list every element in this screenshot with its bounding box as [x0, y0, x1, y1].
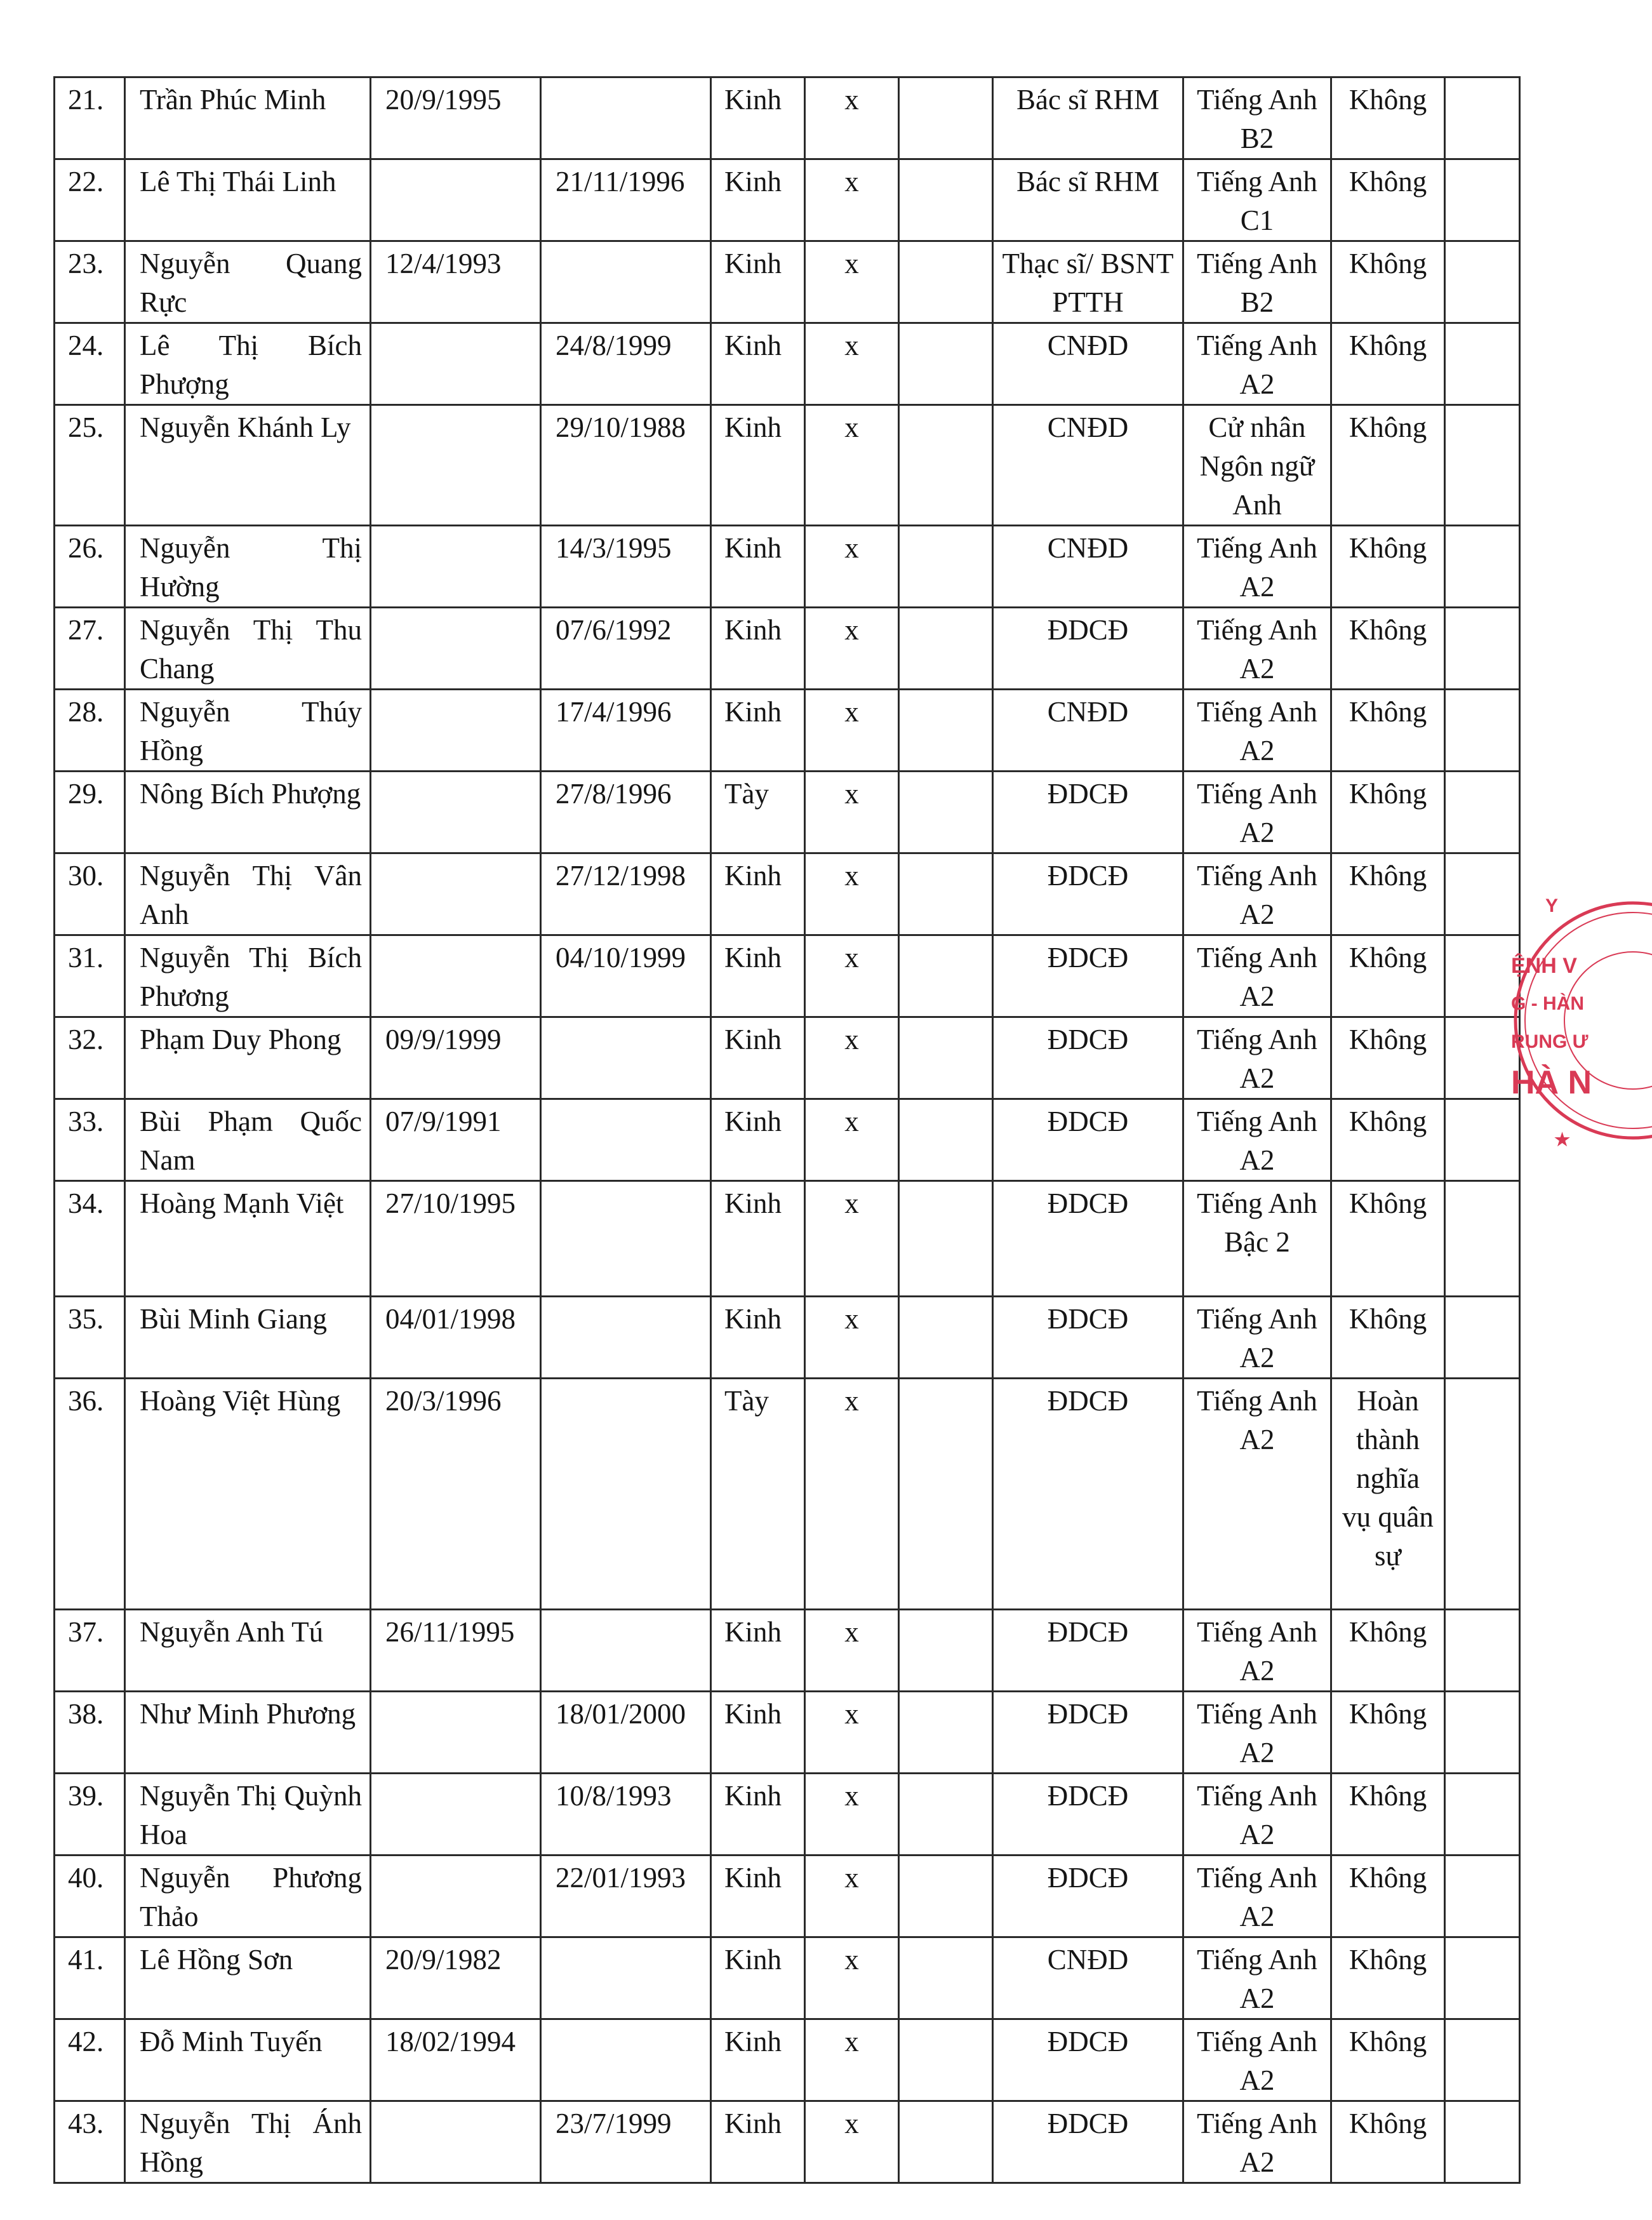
qualification: CNĐD — [993, 1937, 1183, 2019]
priority: Không — [1331, 405, 1445, 526]
dob-male: 20/3/1996 — [371, 1379, 541, 1610]
empty-cell — [899, 159, 993, 241]
row-number: 43. — [55, 2101, 125, 2183]
row-number: 42. — [55, 2019, 125, 2101]
full-name: Lê Thị Thái Linh — [125, 159, 371, 241]
table-row — [55, 772, 1520, 853]
stamp-text-2: ỆNH V — [1511, 954, 1577, 978]
row-number: 22. — [55, 159, 125, 241]
dob-male — [371, 608, 541, 690]
row-number: 33. — [55, 1099, 125, 1181]
notes-cell — [1445, 405, 1520, 526]
ethnicity: Kinh — [711, 1610, 805, 1692]
table-row — [55, 1774, 1520, 1856]
priority: Không — [1331, 690, 1445, 772]
full-name: Nguyễn Khánh Ly — [125, 405, 371, 526]
full-name: Nguyễn Quang Rực — [125, 241, 371, 323]
empty-cell — [899, 853, 993, 935]
language-cert: Tiếng Anh A2 — [1183, 1610, 1331, 1692]
priority: Hoàn thành nghĩa vụ quân sự — [1331, 1379, 1445, 1610]
language-cert: Tiếng Anh A2 — [1183, 1017, 1331, 1099]
dob-female — [541, 1017, 711, 1099]
qualification: ĐDCĐ — [993, 772, 1183, 853]
full-name: Nguyễn Thúy Hồng — [125, 690, 371, 772]
empty-cell — [899, 1017, 993, 1099]
priority: Không — [1331, 772, 1445, 853]
notes-cell — [1445, 526, 1520, 608]
row-number: 21. — [55, 77, 125, 159]
row-number: 30. — [55, 853, 125, 935]
ethnicity: Kinh — [711, 1181, 805, 1297]
dob-male — [371, 323, 541, 405]
full-name: Trần Phúc Minh — [125, 77, 371, 159]
ethnicity: Kinh — [711, 1937, 805, 2019]
priority: Không — [1331, 1856, 1445, 1937]
dob-female — [541, 1297, 711, 1379]
notes-cell — [1445, 690, 1520, 772]
dob-female — [541, 1379, 711, 1610]
notes-cell — [1445, 608, 1520, 690]
language-cert: Tiếng Anh A2 — [1183, 1379, 1331, 1610]
full-name: Nguyễn Thị Ánh Hồng — [125, 2101, 371, 2183]
mark-x: x — [805, 1774, 899, 1856]
full-name: Nguyễn Anh Tú — [125, 1610, 371, 1692]
language-cert: Tiếng Anh A2 — [1183, 1297, 1331, 1379]
dob-female — [541, 77, 711, 159]
row-number: 28. — [55, 690, 125, 772]
ethnicity: Kinh — [711, 159, 805, 241]
dob-female: 27/12/1998 — [541, 853, 711, 935]
ethnicity: Kinh — [711, 1856, 805, 1937]
mark-x: x — [805, 1297, 899, 1379]
full-name: Nguyễn Thị Hường — [125, 526, 371, 608]
language-cert: Tiếng Anh A2 — [1183, 323, 1331, 405]
ethnicity: Kinh — [711, 935, 805, 1017]
qualification: CNĐD — [993, 323, 1183, 405]
qualification: ĐDCĐ — [993, 1017, 1183, 1099]
ethnicity: Kinh — [711, 2019, 805, 2101]
notes-cell — [1445, 1181, 1520, 1297]
priority: Không — [1331, 935, 1445, 1017]
mark-x: x — [805, 2101, 899, 2183]
dob-female: 22/01/1993 — [541, 1856, 711, 1937]
mark-x: x — [805, 323, 899, 405]
empty-cell — [899, 1099, 993, 1181]
full-name: Như Minh Phương — [125, 1692, 371, 1774]
ethnicity: Tày — [711, 772, 805, 853]
ethnicity: Kinh — [711, 77, 805, 159]
row-number: 35. — [55, 1297, 125, 1379]
qualification: Thạc sĩ/ BSNT PTTH — [993, 241, 1183, 323]
dob-male — [371, 935, 541, 1017]
priority: Không — [1331, 2019, 1445, 2101]
ethnicity: Kinh — [711, 241, 805, 323]
language-cert: Tiếng Anh B2 — [1183, 241, 1331, 323]
ethnicity: Kinh — [711, 1297, 805, 1379]
row-number: 24. — [55, 323, 125, 405]
empty-cell — [899, 1692, 993, 1774]
language-cert: Tiếng Anh A2 — [1183, 772, 1331, 853]
notes-cell — [1445, 1774, 1520, 1856]
dob-female: 24/8/1999 — [541, 323, 711, 405]
empty-cell — [899, 2019, 993, 2101]
table-row — [55, 690, 1520, 772]
ethnicity: Kinh — [711, 1017, 805, 1099]
dob-male: 26/11/1995 — [371, 1610, 541, 1692]
language-cert: Tiếng Anh Bậc 2 — [1183, 1181, 1331, 1297]
row-number: 27. — [55, 608, 125, 690]
mark-x: x — [805, 1099, 899, 1181]
notes-cell — [1445, 772, 1520, 853]
qualification: ĐDCĐ — [993, 935, 1183, 1017]
qualification: Bác sĩ RHM — [993, 159, 1183, 241]
ethnicity: Kinh — [711, 1692, 805, 1774]
qualification: ĐDCĐ — [993, 1099, 1183, 1181]
dob-male — [371, 405, 541, 526]
ethnicity: Kinh — [711, 690, 805, 772]
mark-x: x — [805, 1610, 899, 1692]
empty-cell — [899, 2101, 993, 2183]
ethnicity: Kinh — [711, 323, 805, 405]
full-name: Nguyễn Thị Thu Chang — [125, 608, 371, 690]
priority: Không — [1331, 1692, 1445, 1774]
mark-x: x — [805, 1692, 899, 1774]
priority: Không — [1331, 1099, 1445, 1181]
mark-x: x — [805, 608, 899, 690]
table-row — [55, 77, 1520, 159]
stamp-text-4: RUNG Ư — [1511, 1031, 1589, 1052]
priority: Không — [1331, 1937, 1445, 2019]
priority: Không — [1331, 1017, 1445, 1099]
dob-female — [541, 1937, 711, 2019]
mark-x: x — [805, 405, 899, 526]
mark-x: x — [805, 1181, 899, 1297]
row-number: 41. — [55, 1937, 125, 2019]
language-cert: Tiếng Anh A2 — [1183, 853, 1331, 935]
qualification: ĐDCĐ — [993, 1181, 1183, 1297]
row-number: 36. — [55, 1379, 125, 1610]
dob-female: 04/10/1999 — [541, 935, 711, 1017]
dob-female: 10/8/1993 — [541, 1774, 711, 1856]
ethnicity: Kinh — [711, 526, 805, 608]
ethnicity: Kinh — [711, 1099, 805, 1181]
priority: Không — [1331, 159, 1445, 241]
full-name: Nguyễn Phương Thảo — [125, 1856, 371, 1937]
dob-female: 27/8/1996 — [541, 772, 711, 853]
table-row — [55, 1017, 1520, 1099]
notes-cell — [1445, 2101, 1520, 2183]
table-row — [55, 323, 1520, 405]
ethnicity: Kinh — [711, 2101, 805, 2183]
notes-cell — [1445, 323, 1520, 405]
language-cert: Tiếng Anh A2 — [1183, 526, 1331, 608]
row-number: 25. — [55, 405, 125, 526]
row-number: 34. — [55, 1181, 125, 1297]
priority: Không — [1331, 1774, 1445, 1856]
qualification: CNĐD — [993, 690, 1183, 772]
notes-cell — [1445, 1692, 1520, 1774]
mark-x: x — [805, 853, 899, 935]
empty-cell — [899, 1181, 993, 1297]
row-number: 31. — [55, 935, 125, 1017]
priority: Không — [1331, 2101, 1445, 2183]
mark-x: x — [805, 241, 899, 323]
mark-x: x — [805, 690, 899, 772]
table-row — [55, 608, 1520, 690]
qualification: ĐDCĐ — [993, 1856, 1183, 1937]
dob-male: 27/10/1995 — [371, 1181, 541, 1297]
dob-male — [371, 1692, 541, 1774]
table-row — [55, 853, 1520, 935]
qualification: CNĐD — [993, 405, 1183, 526]
priority: Không — [1331, 1610, 1445, 1692]
empty-cell — [899, 1297, 993, 1379]
qualification: ĐDCĐ — [993, 608, 1183, 690]
dob-male — [371, 159, 541, 241]
full-name: Nông Bích Phượng — [125, 772, 371, 853]
language-cert: Tiếng Anh A2 — [1183, 1774, 1331, 1856]
dob-male: 18/02/1994 — [371, 2019, 541, 2101]
notes-cell — [1445, 2019, 1520, 2101]
mark-x: x — [805, 772, 899, 853]
mark-x: x — [805, 77, 899, 159]
priority: Không — [1331, 241, 1445, 323]
empty-cell — [899, 77, 993, 159]
dob-female: 17/4/1996 — [541, 690, 711, 772]
dob-female: 18/01/2000 — [541, 1692, 711, 1774]
stamp-text-6: ★ — [1554, 1130, 1571, 1149]
table-row — [55, 1856, 1520, 1937]
full-name: Lê Thị Bích Phượng — [125, 323, 371, 405]
mark-x: x — [805, 1937, 899, 2019]
dob-female — [541, 1610, 711, 1692]
qualification: ĐDCĐ — [993, 1774, 1183, 1856]
language-cert: Tiếng Anh A2 — [1183, 1937, 1331, 2019]
empty-cell — [899, 935, 993, 1017]
dob-male — [371, 526, 541, 608]
stamp-text-3: G - HÀN — [1511, 993, 1584, 1014]
priority: Không — [1331, 77, 1445, 159]
dob-male — [371, 772, 541, 853]
full-name: Nguyễn Thị Quỳnh Hoa — [125, 1774, 371, 1856]
language-cert: Tiếng Anh A2 — [1183, 1692, 1331, 1774]
row-number: 40. — [55, 1856, 125, 1937]
qualification: ĐDCĐ — [993, 1610, 1183, 1692]
qualification: ĐDCĐ — [993, 853, 1183, 935]
empty-cell — [899, 1856, 993, 1937]
empty-cell — [899, 1774, 993, 1856]
language-cert: Tiếng Anh A2 — [1183, 1856, 1331, 1937]
full-name: Phạm Duy Phong — [125, 1017, 371, 1099]
table-row — [55, 2019, 1520, 2101]
empty-cell — [899, 772, 993, 853]
dob-male: 04/01/1998 — [371, 1297, 541, 1379]
candidate-table — [53, 76, 1521, 2184]
table-row — [55, 526, 1520, 608]
mark-x: x — [805, 1379, 899, 1610]
table-row — [55, 935, 1520, 1017]
table-row — [55, 241, 1520, 323]
row-number: 32. — [55, 1017, 125, 1099]
empty-cell — [899, 690, 993, 772]
language-cert: Tiếng Anh B2 — [1183, 77, 1331, 159]
full-name: Hoàng Mạnh Việt — [125, 1181, 371, 1297]
qualification: ĐDCĐ — [993, 1692, 1183, 1774]
language-cert: Tiếng Anh A2 — [1183, 608, 1331, 690]
stamp-text-1: Y — [1545, 895, 1559, 916]
full-name: Đỗ Minh Tuyến — [125, 2019, 371, 2101]
ethnicity: Kinh — [711, 405, 805, 526]
dob-male: 20/9/1982 — [371, 1937, 541, 2019]
priority: Không — [1331, 608, 1445, 690]
table-row — [55, 1379, 1520, 1610]
ethnicity: Kinh — [711, 853, 805, 935]
notes-cell — [1445, 159, 1520, 241]
red-seal-stamp — [1506, 884, 1652, 1157]
dob-female: 07/6/1992 — [541, 608, 711, 690]
table-row — [55, 1181, 1520, 1297]
notes-cell — [1445, 1379, 1520, 1610]
mark-x: x — [805, 1017, 899, 1099]
empty-cell — [899, 405, 993, 526]
ethnicity: Kinh — [711, 608, 805, 690]
notes-cell — [1445, 1297, 1520, 1379]
qualification: ĐDCĐ — [993, 1379, 1183, 1610]
dob-female — [541, 1181, 711, 1297]
notes-cell — [1445, 77, 1520, 159]
table-row — [55, 1937, 1520, 2019]
language-cert: Tiếng Anh A2 — [1183, 2101, 1331, 2183]
empty-cell — [899, 1610, 993, 1692]
language-cert: Cử nhân Ngôn ngữ Anh — [1183, 405, 1331, 526]
row-number: 26. — [55, 526, 125, 608]
dob-male — [371, 1856, 541, 1937]
language-cert: Tiếng Anh A2 — [1183, 935, 1331, 1017]
priority: Không — [1331, 526, 1445, 608]
priority: Không — [1331, 853, 1445, 935]
full-name: Lê Hồng Sơn — [125, 1937, 371, 2019]
language-cert: Tiếng Anh A2 — [1183, 690, 1331, 772]
language-cert: Tiếng Anh C1 — [1183, 159, 1331, 241]
ethnicity: Kinh — [711, 1774, 805, 1856]
mark-x: x — [805, 2019, 899, 2101]
ethnicity: Tày — [711, 1379, 805, 1610]
qualification: ĐDCĐ — [993, 2019, 1183, 2101]
dob-female: 21/11/1996 — [541, 159, 711, 241]
mark-x: x — [805, 1856, 899, 1937]
dob-male: 07/9/1991 — [371, 1099, 541, 1181]
stamp-text-5: HÀ N — [1511, 1064, 1592, 1101]
dob-female — [541, 2019, 711, 2101]
dob-male: 20/9/1995 — [371, 77, 541, 159]
empty-cell — [899, 1379, 993, 1610]
priority: Không — [1331, 1297, 1445, 1379]
empty-cell — [899, 1937, 993, 2019]
notes-cell — [1445, 241, 1520, 323]
dob-male: 12/4/1993 — [371, 241, 541, 323]
dob-female: 29/10/1988 — [541, 405, 711, 526]
full-name: Hoàng Việt Hùng — [125, 1379, 371, 1610]
table-row — [55, 159, 1520, 241]
dob-male — [371, 853, 541, 935]
language-cert: Tiếng Anh A2 — [1183, 2019, 1331, 2101]
row-number: 29. — [55, 772, 125, 853]
full-name: Nguyễn Thị Bích Phương — [125, 935, 371, 1017]
priority: Không — [1331, 1181, 1445, 1297]
dob-female: 14/3/1995 — [541, 526, 711, 608]
table-body — [55, 77, 1520, 2183]
notes-cell — [1445, 1937, 1520, 2019]
dob-male: 09/9/1999 — [371, 1017, 541, 1099]
empty-cell — [899, 608, 993, 690]
empty-cell — [899, 241, 993, 323]
mark-x: x — [805, 935, 899, 1017]
notes-cell — [1445, 1856, 1520, 1937]
qualification: CNĐD — [993, 526, 1183, 608]
table-row — [55, 405, 1520, 526]
mark-x: x — [805, 159, 899, 241]
dob-female — [541, 241, 711, 323]
qualification: Bác sĩ RHM — [993, 77, 1183, 159]
dob-male — [371, 2101, 541, 2183]
priority: Không — [1331, 323, 1445, 405]
notes-cell — [1445, 1610, 1520, 1692]
table-row — [55, 1692, 1520, 1774]
table-row — [55, 1610, 1520, 1692]
language-cert: Tiếng Anh A2 — [1183, 1099, 1331, 1181]
full-name: Nguyễn Thị Vân Anh — [125, 853, 371, 935]
dob-male — [371, 690, 541, 772]
row-number: 39. — [55, 1774, 125, 1856]
dob-female — [541, 1099, 711, 1181]
mark-x: x — [805, 526, 899, 608]
qualification: ĐDCĐ — [993, 2101, 1183, 2183]
dob-female: 23/7/1999 — [541, 2101, 711, 2183]
full-name: Bùi Minh Giang — [125, 1297, 371, 1379]
table-row — [55, 1297, 1520, 1379]
empty-cell — [899, 526, 993, 608]
full-name: Bùi Phạm Quốc Nam — [125, 1099, 371, 1181]
qualification: ĐDCĐ — [993, 1297, 1183, 1379]
row-number: 38. — [55, 1692, 125, 1774]
dob-male — [371, 1774, 541, 1856]
table-row — [55, 1099, 1520, 1181]
row-number: 23. — [55, 241, 125, 323]
empty-cell — [899, 323, 993, 405]
row-number: 37. — [55, 1610, 125, 1692]
table-row — [55, 2101, 1520, 2183]
